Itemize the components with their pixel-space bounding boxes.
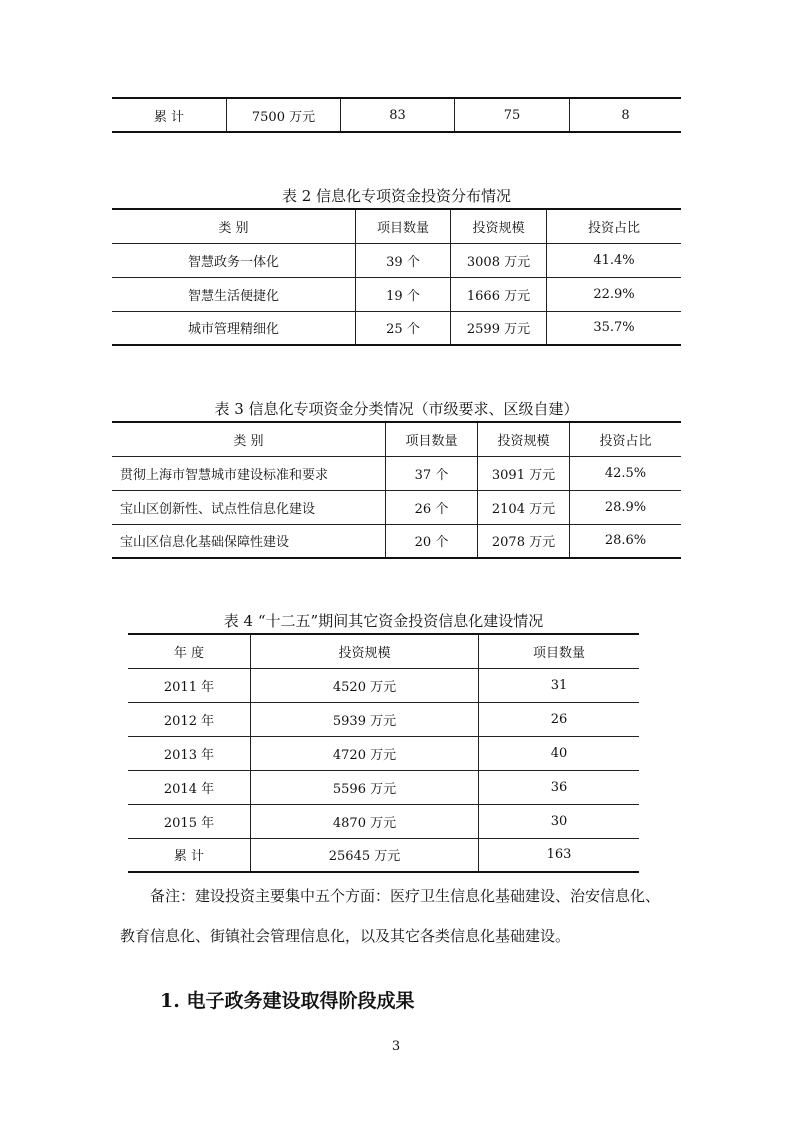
table-cell: 19 个: [356, 277, 451, 311]
column-header: 类 别: [112, 209, 356, 243]
table-cell: 5939 万元: [251, 702, 479, 736]
table-cell: 163: [479, 838, 640, 872]
table-row: [112, 98, 681, 132]
table3: [112, 421, 681, 559]
table-cell: 2011 年: [128, 668, 251, 702]
column-header: 年 度: [128, 634, 251, 668]
table-cell: 25645 万元: [251, 838, 479, 872]
column-header: 项目数量: [386, 422, 478, 456]
table-cell: 2012 年: [128, 702, 251, 736]
table-cell: 4520 万元: [251, 668, 479, 702]
table-cell: 35.7%: [547, 311, 682, 345]
table-cell: 37 个: [386, 456, 478, 490]
table-cell: 累 计: [128, 838, 251, 872]
column-header: 投资规模: [251, 634, 479, 668]
table-cell: 4720 万元: [251, 736, 479, 770]
table2-caption: 表 2 信息化专项资金投资分布情况: [281, 187, 512, 205]
column-header: 类 别: [112, 422, 386, 456]
table-cell: 累 计: [112, 98, 227, 132]
table-row: [112, 243, 681, 277]
table-cell: 26: [479, 702, 640, 736]
table2: [112, 208, 681, 346]
table-cell: 4870 万元: [251, 804, 479, 838]
column-header: 投资占比: [570, 422, 682, 456]
table4: [128, 633, 639, 873]
table-cell: 3091 万元: [478, 456, 570, 490]
table-cell: 7500 万元: [227, 98, 341, 132]
table-header-row: [112, 209, 681, 243]
table-cell: 75: [455, 98, 570, 132]
table-cell: 智慧政务一体化: [112, 243, 356, 277]
table-cell: 42.5%: [570, 456, 682, 490]
page-number: 3: [391, 1039, 401, 1054]
table-cell: 2013 年: [128, 736, 251, 770]
table-header-row: [128, 634, 639, 668]
table-cell: 宝山区信息化基础保障性建设: [112, 524, 386, 558]
table-cell: 31: [479, 668, 640, 702]
table-row: [112, 490, 681, 524]
table3-caption: 表 3 信息化专项资金分类情况（市级要求、区级自建）: [214, 400, 579, 418]
table-cell: 城市管理精细化: [112, 311, 356, 345]
table-cell: 5596 万元: [251, 770, 479, 804]
table-cell: 40: [479, 736, 640, 770]
table-cell: 20 个: [386, 524, 478, 558]
table-row: [128, 770, 639, 804]
table-cell: 2015 年: [128, 804, 251, 838]
table-cell: 36: [479, 770, 640, 804]
column-header: 投资占比: [547, 209, 682, 243]
table-cell: 2078 万元: [478, 524, 570, 558]
table1-tail: [112, 97, 681, 133]
table-cell: 22.9%: [547, 277, 682, 311]
table-cell: 贯彻上海市智慧城市建设标准和要求: [112, 456, 386, 490]
note-line-2: 教育信息化、街镇社会管理信息化，以及其它各类信息化基础建设。: [120, 927, 571, 945]
section-heading: 1. 电子政务建设取得阶段成果: [160, 990, 415, 1012]
column-header: 投资规模: [478, 422, 570, 456]
table-cell: 39 个: [356, 243, 451, 277]
table-cell: 1666 万元: [451, 277, 547, 311]
table-row: [112, 524, 681, 558]
table-cell: 宝山区创新性、试点性信息化建设: [112, 490, 386, 524]
table-cell: 25 个: [356, 311, 451, 345]
table-header-row: [112, 422, 681, 456]
table-row: [128, 736, 639, 770]
table-cell: 3008 万元: [451, 243, 547, 277]
table-row: [112, 277, 681, 311]
table4-caption: 表 4 “十二五”期间其它资金投资信息化建设情况: [223, 612, 544, 630]
note-line-1: 备注：建设投资主要集中五个方面：医疗卫生信息化基础建设、治安信息化、: [150, 887, 661, 905]
table-row: [128, 668, 639, 702]
table-row: [128, 804, 639, 838]
table-cell: 2599 万元: [451, 311, 547, 345]
table-cell: 28.9%: [570, 490, 682, 524]
table-cell: 41.4%: [547, 243, 682, 277]
table-row: [112, 456, 681, 490]
column-header: 投资规模: [451, 209, 547, 243]
table-cell: 2014 年: [128, 770, 251, 804]
table-cell: 8: [570, 98, 682, 132]
table-cell: 83: [341, 98, 455, 132]
table-cell: 26 个: [386, 490, 478, 524]
column-header: 项目数量: [479, 634, 640, 668]
table-cell: 30: [479, 804, 640, 838]
table-cell: 智慧生活便捷化: [112, 277, 356, 311]
table-row: [128, 702, 639, 736]
table-row: [112, 311, 681, 345]
table-cell: 2104 万元: [478, 490, 570, 524]
column-header: 项目数量: [356, 209, 451, 243]
table-row: [128, 838, 639, 872]
table-cell: 28.6%: [570, 524, 682, 558]
